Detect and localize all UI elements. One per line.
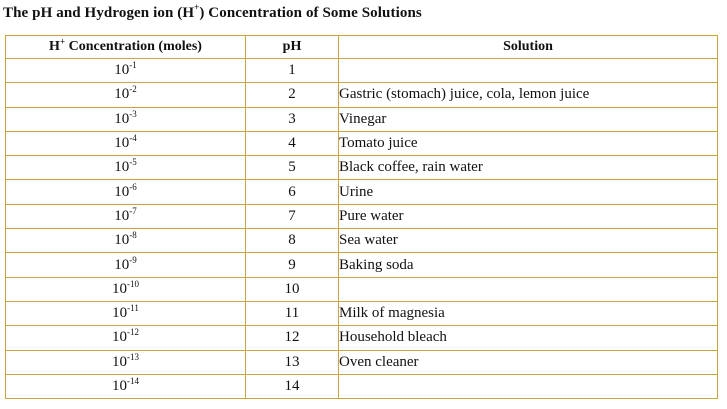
concentration-cell: $10^{-8}$ bbox=[6, 229, 246, 253]
concentration-cell: $10^{-7}$ bbox=[6, 204, 246, 228]
solution-cell: Vinegar bbox=[339, 107, 718, 131]
solution-cell: Pure water bbox=[339, 204, 718, 228]
ph-cell: 5 bbox=[246, 156, 339, 180]
table-row bbox=[6, 374, 718, 398]
ph-cell: 8 bbox=[246, 229, 339, 253]
concentration-cell: $10^{-1}$ bbox=[6, 59, 246, 83]
header-concentration: H+ Concentration (moles) bbox=[6, 36, 246, 59]
table-row bbox=[6, 59, 718, 83]
solution-cell: Oven cleaner bbox=[339, 350, 718, 374]
concentration-cell: $10^{-4}$ bbox=[6, 131, 246, 155]
header-row bbox=[6, 36, 718, 59]
solution-cell: Urine bbox=[339, 180, 718, 204]
concentration-cell: $10^{-12}$ bbox=[6, 326, 246, 350]
title-superscript: + bbox=[194, 2, 200, 12]
ph-cell: 11 bbox=[246, 301, 339, 325]
solution-cell bbox=[339, 59, 718, 83]
ph-cell: 14 bbox=[246, 374, 339, 398]
concentration-cell: $10^{-14}$ bbox=[6, 374, 246, 398]
ph-table bbox=[5, 35, 718, 399]
table-row bbox=[6, 156, 718, 180]
ph-cell: 12 bbox=[246, 326, 339, 350]
solution-cell: Tomato juice bbox=[339, 131, 718, 155]
ph-cell: 7 bbox=[246, 204, 339, 228]
table-row bbox=[6, 326, 718, 350]
solution-cell bbox=[339, 374, 718, 398]
solution-cell: Black coffee, rain water bbox=[339, 156, 718, 180]
table-row bbox=[6, 253, 718, 277]
concentration-cell: $10^{-11}$ bbox=[6, 301, 246, 325]
concentration-cell: $10^{-3}$ bbox=[6, 107, 246, 131]
ph-cell: 3 bbox=[246, 107, 339, 131]
concentration-cell: $10^{-5}$ bbox=[6, 156, 246, 180]
ph-cell: 6 bbox=[246, 180, 339, 204]
solution-cell: Sea water bbox=[339, 229, 718, 253]
solution-cell: Household bleach bbox=[339, 326, 718, 350]
table-row bbox=[6, 204, 718, 228]
concentration-cell: $10^{-13}$ bbox=[6, 350, 246, 374]
table-row bbox=[6, 83, 718, 107]
ph-cell: 13 bbox=[246, 350, 339, 374]
table-row bbox=[6, 350, 718, 374]
table-title: The pH and Hydrogen ion (H+) Concentration of Some Solutions bbox=[3, 2, 422, 21]
solution-cell: Gastric (stomach) juice, cola, lemon juice bbox=[339, 83, 718, 107]
table-row bbox=[6, 107, 718, 131]
concentration-cell: $10^{-10}$ bbox=[6, 277, 246, 301]
concentration-cell: $10^{-9}$ bbox=[6, 253, 246, 277]
table-row bbox=[6, 131, 718, 155]
concentration-cell: $10^{-2}$ bbox=[6, 83, 246, 107]
ph-cell: 4 bbox=[246, 131, 339, 155]
solution-cell: Milk of magnesia bbox=[339, 301, 718, 325]
table-row bbox=[6, 301, 718, 325]
table-row bbox=[6, 277, 718, 301]
header-solution: Solution bbox=[339, 36, 718, 59]
header-ph: pH bbox=[246, 36, 339, 59]
concentration-cell: $10^{-6}$ bbox=[6, 180, 246, 204]
table-row bbox=[6, 229, 718, 253]
ph-cell: 9 bbox=[246, 253, 339, 277]
ph-cell: 1 bbox=[246, 59, 339, 83]
table-row bbox=[6, 180, 718, 204]
solution-cell bbox=[339, 277, 718, 301]
solution-cell: Baking soda bbox=[339, 253, 718, 277]
ph-cell: 10 bbox=[246, 277, 339, 301]
ph-cell: 2 bbox=[246, 83, 339, 107]
